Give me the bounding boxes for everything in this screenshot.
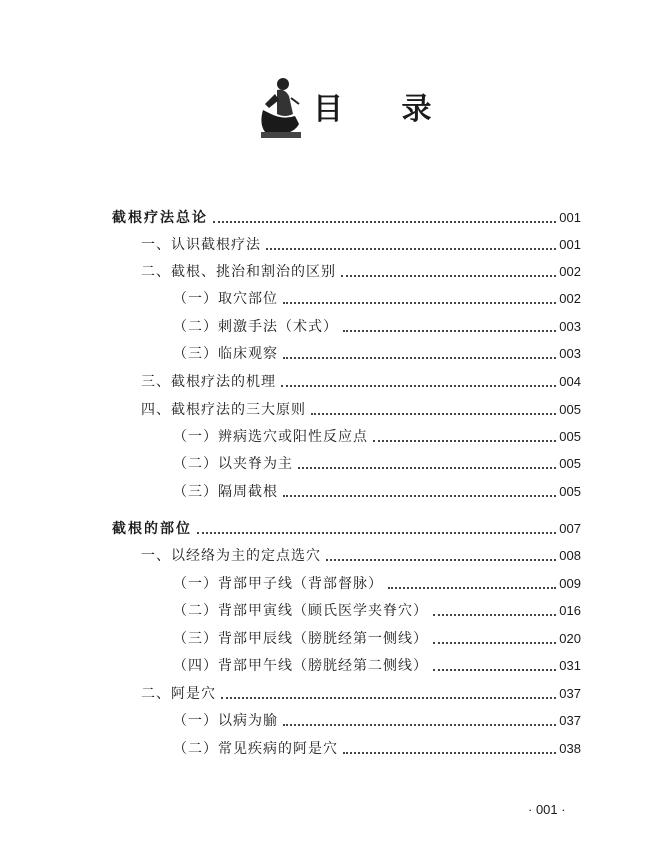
toc-page: 020 xyxy=(559,631,581,646)
dot-leader xyxy=(281,385,556,387)
toc-page: 009 xyxy=(559,576,581,591)
toc-label: （一）取穴部位 xyxy=(173,291,278,307)
toc-label: （一）以病为腧 xyxy=(173,713,278,729)
dot-leader xyxy=(343,330,556,332)
toc-page: 003 xyxy=(559,346,581,361)
toc-page: 005 xyxy=(559,429,581,444)
toc-label: 一、以经络为主的定点选穴 xyxy=(141,548,321,564)
toc-entry[interactable] xyxy=(173,424,581,446)
dot-leader xyxy=(373,440,556,442)
toc-label: 一、认识截根疗法 xyxy=(141,237,261,253)
dot-leader xyxy=(298,467,556,469)
dot-leader xyxy=(283,724,556,726)
toc-label: （一）背部甲子线（背部督脉） xyxy=(173,576,383,592)
toc-page: 005 xyxy=(559,402,581,417)
toc-page: 007 xyxy=(559,521,581,536)
toc-entry[interactable] xyxy=(173,286,581,308)
dot-leader xyxy=(343,752,556,754)
toc-label: 三、截根疗法的机理 xyxy=(141,374,276,390)
toc-label: （二）常见疾病的阿是穴 xyxy=(173,741,338,757)
dot-leader xyxy=(341,275,556,277)
toc-page: 038 xyxy=(559,741,581,756)
toc-entry[interactable] xyxy=(173,626,581,648)
dot-leader xyxy=(221,697,556,699)
toc-entry[interactable] xyxy=(173,598,581,620)
toc-page: 002 xyxy=(559,264,581,279)
toc-entry[interactable] xyxy=(141,681,581,703)
dot-leader xyxy=(283,357,556,359)
toc-label: 截根疗法总论 xyxy=(112,210,208,226)
toc-entry[interactable] xyxy=(112,516,581,538)
toc-entry[interactable] xyxy=(141,543,581,565)
dot-leader xyxy=(388,587,556,589)
dot-leader xyxy=(283,495,556,497)
toc-entry[interactable] xyxy=(173,653,581,675)
toc-entry[interactable] xyxy=(173,314,581,336)
toc-label: （二）背部甲寅线（顾氏医学夹脊穴） xyxy=(173,603,428,619)
toc-entry[interactable] xyxy=(141,259,581,281)
toc-entry[interactable] xyxy=(173,708,581,730)
toc-page: 003 xyxy=(559,319,581,334)
toc-entry[interactable] xyxy=(173,451,581,473)
toc-label: （三）隔周截根 xyxy=(173,484,278,500)
toc-label: 二、截根、挑治和割治的区别 xyxy=(141,264,336,280)
toc-entry[interactable] xyxy=(173,341,581,363)
dot-leader xyxy=(433,642,556,644)
toc-entry[interactable] xyxy=(141,369,581,391)
toc-label: （二）以夹脊为主 xyxy=(173,456,293,472)
page-number: · 001 · xyxy=(528,802,566,817)
toc-page: 008 xyxy=(559,548,581,563)
toc-entry[interactable] xyxy=(141,232,581,254)
toc-label: 截根的部位 xyxy=(112,521,192,537)
toc-page: 005 xyxy=(559,456,581,471)
toc-label: （一）辨病选穴或阳性反应点 xyxy=(173,429,368,445)
dot-leader xyxy=(266,248,556,250)
toc-label: （三）背部甲辰线（膀胱经第一侧线） xyxy=(173,631,428,647)
toc-page: 004 xyxy=(559,374,581,389)
toc-entry[interactable] xyxy=(173,736,581,758)
dot-leader xyxy=(283,302,556,304)
dot-leader xyxy=(433,614,556,616)
toc-label: （二）刺激手法（术式） xyxy=(173,319,338,335)
dot-leader xyxy=(326,559,556,561)
page-title: 目 录 xyxy=(313,92,456,127)
toc-label: （三）临床观察 xyxy=(173,346,278,362)
toc-page: 002 xyxy=(559,291,581,306)
toc-entry[interactable] xyxy=(173,479,581,501)
dot-leader xyxy=(311,413,556,415)
dot-leader xyxy=(197,532,556,534)
toc-page: 001 xyxy=(559,210,581,225)
toc-page: 001 xyxy=(559,237,581,252)
dot-leader xyxy=(213,221,556,223)
toc-label: 四、截根疗法的三大原则 xyxy=(141,402,306,418)
toc-page: 037 xyxy=(559,686,581,701)
toc-entry[interactable] xyxy=(141,397,581,419)
toc-page: 005 xyxy=(559,484,581,499)
toc-entry[interactable] xyxy=(112,205,581,227)
toc-page: 037 xyxy=(559,713,581,728)
toc-entry[interactable] xyxy=(173,571,581,593)
toc-label: 二、阿是穴 xyxy=(141,686,216,702)
toc-page: 031 xyxy=(559,658,581,673)
toc-label: （四）背部甲午线（膀胱经第二侧线） xyxy=(173,658,428,674)
dot-leader xyxy=(433,669,556,671)
toc-page: 016 xyxy=(559,603,581,618)
